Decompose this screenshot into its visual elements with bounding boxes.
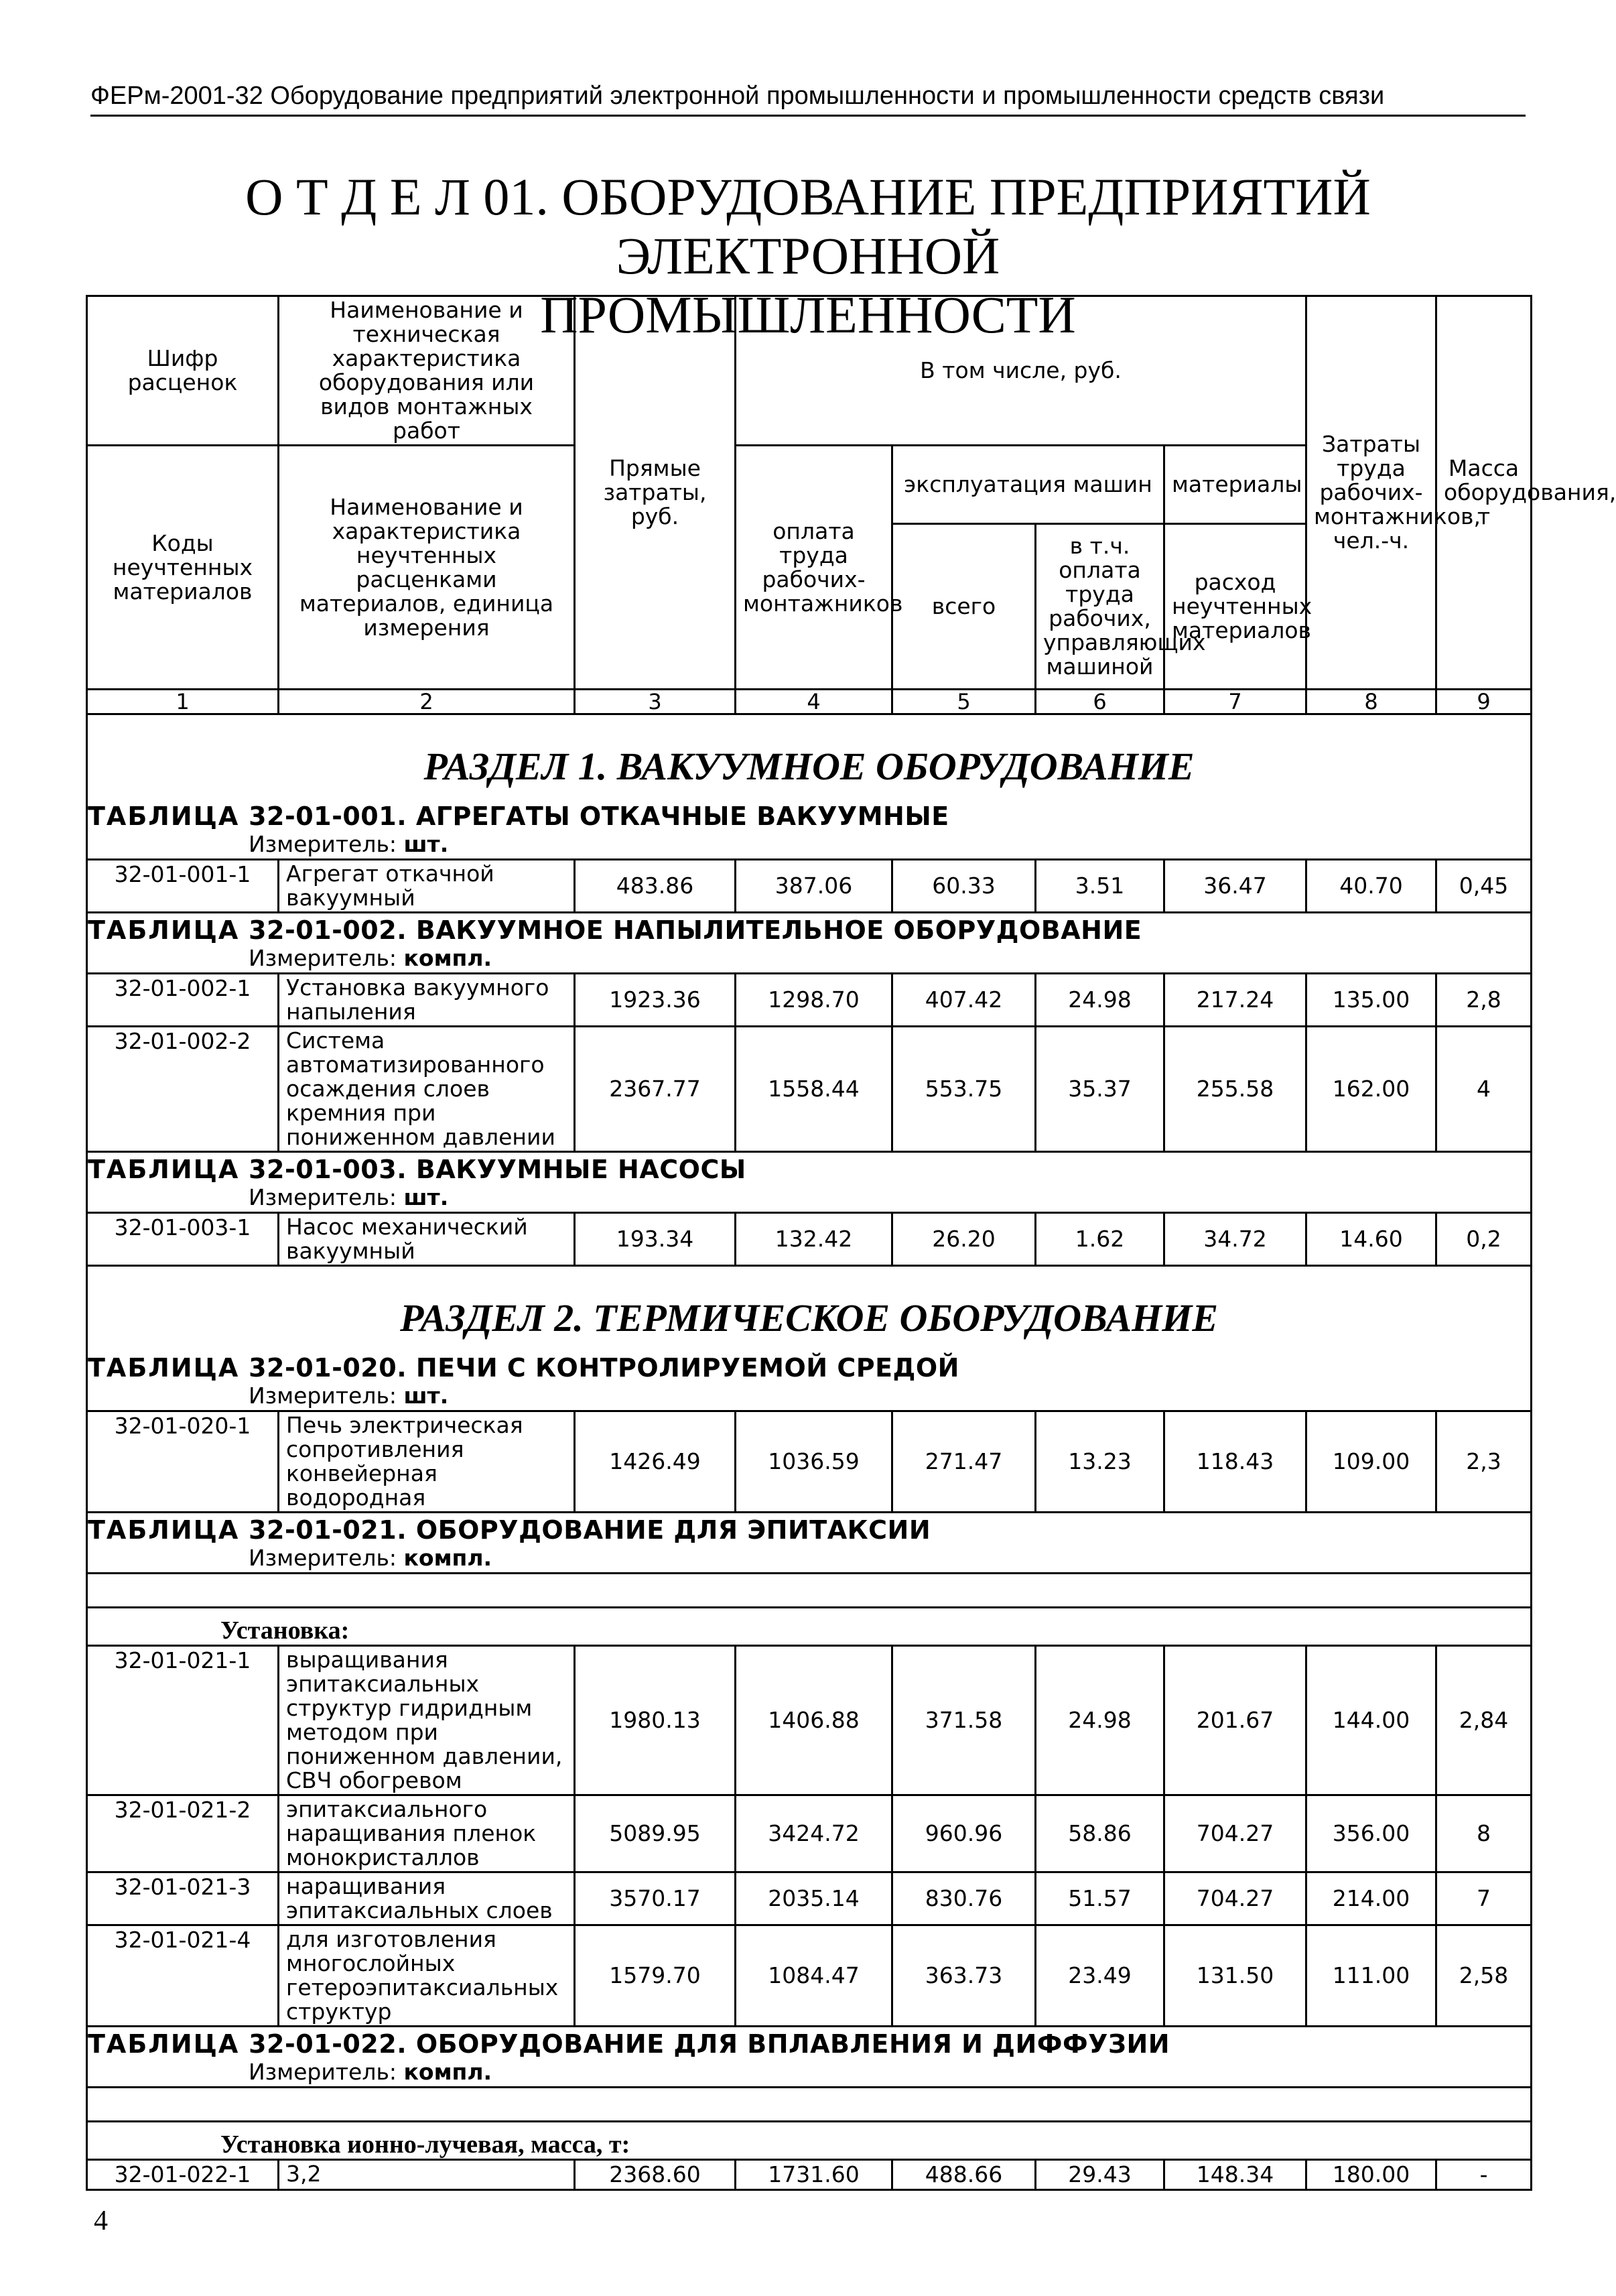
worker-wages: 2035.14 (736, 1872, 892, 1925)
rate-code: 32-01-002-2 (87, 1027, 279, 1152)
section-title: РАЗДЕЛ 1. ВАКУУМНОЕ ОБОРУДОВАНИЕ (87, 714, 1532, 800)
unit-value: шт. (403, 1184, 449, 1210)
machine-operator-wages: 3.51 (1036, 860, 1164, 913)
direct-costs: 1923.36 (575, 974, 736, 1027)
table-title (87, 1351, 1532, 1381)
unit-label: Измеритель: (249, 945, 397, 971)
unit-label: Измеритель: (249, 1383, 397, 1409)
work-name: Агрегат откачной вакуумный (279, 860, 575, 913)
department-title-line1: О Т Д Е Л 01. ОБОРУДОВАНИЕ ПРЕДПРИЯТИЙ ЭЛЕКТРОННОЙ (245, 168, 1371, 285)
unit-row (87, 1543, 1532, 1574)
machines-total: 553.75 (892, 1027, 1036, 1152)
machines-total: 830.76 (892, 1872, 1036, 1925)
direct-costs: 2368.60 (575, 2160, 736, 2190)
materials-cost: 201.67 (1164, 1646, 1306, 1795)
materials-cost: 34.72 (1164, 1213, 1306, 1266)
equipment-mass: 7 (1436, 1872, 1532, 1925)
unit-measure (87, 2057, 1532, 2088)
direct-costs: 1426.49 (575, 1411, 736, 1513)
machine-operator-wages: 24.98 (1036, 974, 1164, 1027)
labor-hours: 356.00 (1306, 1795, 1436, 1872)
table-title (87, 800, 1532, 829)
unit-measure (87, 829, 1532, 860)
unit-row (87, 829, 1532, 860)
work-name: Насос механический вакуумный (279, 1213, 575, 1266)
col-number: 2 (279, 690, 575, 714)
equipment-mass: - (1436, 2160, 1532, 2190)
work-name: эпитаксиального наращивания пленок монокристаллов (279, 1795, 575, 1872)
table-label: ТАБЛИЦА (88, 1353, 240, 1383)
table-title (87, 2027, 1532, 2057)
unit-value: компл. (403, 1545, 492, 1571)
unit-label: Измеритель: (249, 1184, 397, 1210)
spacer-cell (87, 1574, 1532, 1608)
col7-header: расход неучтенных материалов (1164, 524, 1306, 690)
materials-cost: 148.34 (1164, 2160, 1306, 2190)
machines-total: 26.20 (892, 1213, 1036, 1266)
materials-cost: 217.24 (1164, 974, 1306, 1027)
unit-measure (87, 943, 1532, 974)
machines-total: 60.33 (892, 860, 1036, 913)
subheading: Установка: (87, 1608, 1532, 1646)
col6-header: в т.ч. оплата труда рабочих, управляющих машиной (1036, 524, 1164, 690)
equipment-mass: 8 (1436, 1795, 1532, 1872)
worker-wages: 1084.47 (736, 1925, 892, 2027)
labor-hours: 214.00 (1306, 1872, 1436, 1925)
work-name: Печь электрическая сопротивления конвейерная водородная (279, 1411, 575, 1513)
labor-hours: 144.00 (1306, 1646, 1436, 1795)
page-number: 4 (94, 2206, 108, 2236)
work-name: Система автоматизированного осаждения слоев кремния при пониженном давлении (279, 1027, 575, 1152)
table-title-text: 32-01-020. ПЕЧИ С КОНТРОЛИРУЕМОЙ СРЕДОЙ (249, 1353, 959, 1383)
section-row (87, 1266, 1532, 1352)
equipment-mass: 2,8 (1436, 974, 1532, 1027)
col2-header-top: Наименование и техническая характеристика оборудования или видов монтажных работ (279, 296, 575, 446)
machine-operator-wages: 58.86 (1036, 1795, 1164, 1872)
col-number: 1 (87, 690, 279, 714)
equipment-mass: 2,84 (1436, 1646, 1532, 1795)
header-row-1 (87, 296, 1532, 446)
section-row (87, 714, 1532, 800)
worker-wages: 3424.72 (736, 1795, 892, 1872)
col9-header: Масса оборудования, т (1436, 296, 1532, 690)
table-title (87, 1152, 1532, 1183)
worker-wages: 1036.59 (736, 1411, 892, 1513)
materials-cost: 36.47 (1164, 860, 1306, 913)
machine-operator-wages: 24.98 (1036, 1646, 1164, 1795)
unit-value: шт. (403, 831, 449, 857)
unit-row (87, 2057, 1532, 2088)
rate-code: 32-01-021-3 (87, 1872, 279, 1925)
col-number: 9 (1436, 690, 1532, 714)
table-label: ТАБЛИЦА (88, 802, 240, 831)
table-label: ТАБЛИЦА (88, 1515, 240, 1545)
group-header-materials: материалы (1164, 446, 1306, 524)
table-title-text: 32-01-022. ОБОРУДОВАНИЕ ДЛЯ ВПЛАВЛЕНИЯ И ДИФФУЗИИ (249, 2029, 1170, 2059)
table-title-row (87, 1351, 1532, 1381)
spacer-row (87, 1574, 1532, 1608)
unit-row (87, 1381, 1532, 1411)
unit-label: Измеритель: (249, 1545, 397, 1571)
materials-cost: 704.27 (1164, 1795, 1306, 1872)
col-number: 7 (1164, 690, 1306, 714)
work-name: наращивания эпитаксиальных слоев (279, 1872, 575, 1925)
table-title-row (87, 1152, 1532, 1183)
subheading-row (87, 2122, 1532, 2160)
direct-costs: 1579.70 (575, 1925, 736, 2027)
equipment-mass: 0,2 (1436, 1213, 1532, 1266)
table-label: ТАБЛИЦА (88, 915, 240, 945)
subheading: Установка ионно-лучевая, масса, т: (87, 2122, 1532, 2160)
equipment-mass: 4 (1436, 1027, 1532, 1152)
machine-operator-wages: 35.37 (1036, 1027, 1164, 1152)
unit-value: компл. (403, 2059, 492, 2085)
direct-costs: 193.34 (575, 1213, 736, 1266)
unit-value: компл. (403, 945, 492, 971)
col2-header-bottom: Наименование и характеристика неучтенных расценками материалов, единица измерения (279, 446, 575, 690)
machine-operator-wages: 29.43 (1036, 2160, 1164, 2190)
spacer (397, 1184, 404, 1210)
spacer (397, 1545, 404, 1571)
labor-hours: 14.60 (1306, 1213, 1436, 1266)
table-title-row (87, 2027, 1532, 2057)
table-row (87, 1213, 1532, 1266)
table-label: ТАБЛИЦА (88, 2029, 240, 2059)
spacer (239, 1155, 249, 1184)
spacer-cell (87, 2088, 1532, 2122)
table-title-row (87, 913, 1532, 944)
materials-cost: 118.43 (1164, 1411, 1306, 1513)
table-row (87, 974, 1532, 1027)
unit-measure (87, 1543, 1532, 1574)
subheading-row (87, 1608, 1532, 1646)
worker-wages: 1298.70 (736, 974, 892, 1027)
col1-header-top: Шифр расценок (87, 296, 279, 446)
rate-code: 32-01-003-1 (87, 1213, 279, 1266)
table-row (87, 1027, 1532, 1152)
table-row (87, 2160, 1532, 2190)
rate-code: 32-01-001-1 (87, 860, 279, 913)
table-row (87, 1925, 1532, 2027)
machine-operator-wages: 23.49 (1036, 1925, 1164, 2027)
unit-measure (87, 1381, 1532, 1411)
running-header: ФЕРм-2001-32 Оборудование предприятий электронной промышленности и промышленности средств связи (90, 82, 1526, 117)
worker-wages: 1558.44 (736, 1027, 892, 1152)
machines-total: 371.58 (892, 1646, 1036, 1795)
col1-header-bottom: Коды неучтенных материалов (87, 446, 279, 690)
section-title: РАЗДЕЛ 2. ТЕРМИЧЕСКОЕ ОБОРУДОВАНИЕ (87, 1266, 1532, 1352)
materials-cost: 704.27 (1164, 1872, 1306, 1925)
col-number: 4 (736, 690, 892, 714)
rate-code: 32-01-021-4 (87, 1925, 279, 2027)
rate-code: 32-01-020-1 (87, 1411, 279, 1513)
unit-row (87, 1182, 1532, 1213)
worker-wages: 387.06 (736, 860, 892, 913)
work-name: выращивания эпитаксиальных структур гидридным методом при пониженном давлении, СВЧ обогревом (279, 1646, 575, 1795)
labor-hours: 135.00 (1306, 974, 1436, 1027)
spacer (239, 1353, 249, 1383)
labor-hours: 111.00 (1306, 1925, 1436, 2027)
table-row (87, 1411, 1532, 1513)
table-title (87, 913, 1532, 944)
col-number: 8 (1306, 690, 1436, 714)
col5-header: всего (892, 524, 1036, 690)
table-row (87, 1646, 1532, 1795)
column-numbers-row (87, 690, 1532, 714)
unit-row (87, 943, 1532, 974)
price-table (86, 295, 1616, 2191)
direct-costs: 483.86 (575, 860, 736, 913)
table-label: ТАБЛИЦА (88, 1155, 240, 1184)
spacer (397, 831, 404, 857)
spacer (397, 2059, 404, 2085)
worker-wages: 1731.60 (736, 2160, 892, 2190)
table-title-text: 32-01-002. ВАКУУМНОЕ НАПЫЛИТЕЛЬНОЕ ОБОРУДОВАНИЕ (249, 915, 1142, 945)
direct-costs: 2367.77 (575, 1027, 736, 1152)
labor-hours: 40.70 (1306, 860, 1436, 913)
table-row (87, 860, 1532, 913)
materials-cost: 255.58 (1164, 1027, 1306, 1152)
spacer-row (87, 2088, 1532, 2122)
rate-code: 32-01-002-1 (87, 974, 279, 1027)
labor-hours: 180.00 (1306, 2160, 1436, 2190)
rate-code: 32-01-022-1 (87, 2160, 279, 2190)
labor-hours: 109.00 (1306, 1411, 1436, 1513)
worker-wages: 1406.88 (736, 1646, 892, 1795)
table-title (87, 1513, 1532, 1543)
direct-costs: 1980.13 (575, 1646, 736, 1795)
col-number: 6 (1036, 690, 1164, 714)
worker-wages: 132.42 (736, 1213, 892, 1266)
machines-total: 488.66 (892, 2160, 1036, 2190)
spacer (239, 915, 249, 945)
group-header-included: В том числе, руб. (736, 296, 1306, 446)
materials-cost: 131.50 (1164, 1925, 1306, 2027)
group-header-machines: эксплуатация машин (892, 446, 1164, 524)
labor-hours: 162.00 (1306, 1027, 1436, 1152)
spacer (239, 2029, 249, 2059)
rate-code: 32-01-021-2 (87, 1795, 279, 1872)
table-title-row (87, 1513, 1532, 1543)
equipment-mass: 2,3 (1436, 1411, 1532, 1513)
col8-header: Затраты труда рабочих-монтажников, чел.-ч. (1306, 296, 1436, 690)
col-number: 5 (892, 690, 1036, 714)
machines-total: 407.42 (892, 974, 1036, 1027)
spacer (239, 1515, 249, 1545)
table-title-text: 32-01-021. ОБОРУДОВАНИЕ ДЛЯ ЭПИТАКСИИ (249, 1515, 931, 1545)
spacer (397, 1383, 404, 1409)
unit-value: шт. (403, 1383, 449, 1409)
rate-code: 32-01-021-1 (87, 1646, 279, 1795)
machines-total: 363.73 (892, 1925, 1036, 2027)
unit-measure (87, 1182, 1532, 1213)
unit-label: Измеритель: (249, 2059, 397, 2085)
table-title-row (87, 800, 1532, 829)
machine-operator-wages: 51.57 (1036, 1872, 1164, 1925)
equipment-mass: 0,45 (1436, 860, 1532, 913)
work-name: Установка вакуумного напыления (279, 974, 575, 1027)
spacer (239, 802, 249, 831)
col3-header: Прямые затраты, руб. (575, 296, 736, 690)
spacer (397, 945, 404, 971)
col-number: 3 (575, 690, 736, 714)
work-name: для изготовления многослойных гетероэпитаксиальных структур (279, 1925, 575, 2027)
equipment-mass: 2,58 (1436, 1925, 1532, 2027)
table-title-text: 32-01-003. ВАКУУМНЫЕ НАСОСЫ (249, 1155, 746, 1184)
table-row (87, 1872, 1532, 1925)
machines-total: 271.47 (892, 1411, 1036, 1513)
direct-costs: 3570.17 (575, 1872, 736, 1925)
department-title-line2: ПРОМЫШЛЕННОСТИ (540, 285, 1076, 344)
machine-operator-wages: 1.62 (1036, 1213, 1164, 1266)
col4-header: оплата труда рабочих-монтажников (736, 446, 892, 690)
machine-operator-wages: 13.23 (1036, 1411, 1164, 1513)
table-row (87, 1795, 1532, 1872)
machines-total: 960.96 (892, 1795, 1036, 1872)
table-title-text: 32-01-001. АГРЕГАТЫ ОТКАЧНЫЕ ВАКУУМНЫЕ (249, 802, 949, 831)
direct-costs: 5089.95 (575, 1795, 736, 1872)
work-name: 3,2 (279, 2160, 575, 2190)
unit-label: Измеритель: (249, 831, 397, 857)
